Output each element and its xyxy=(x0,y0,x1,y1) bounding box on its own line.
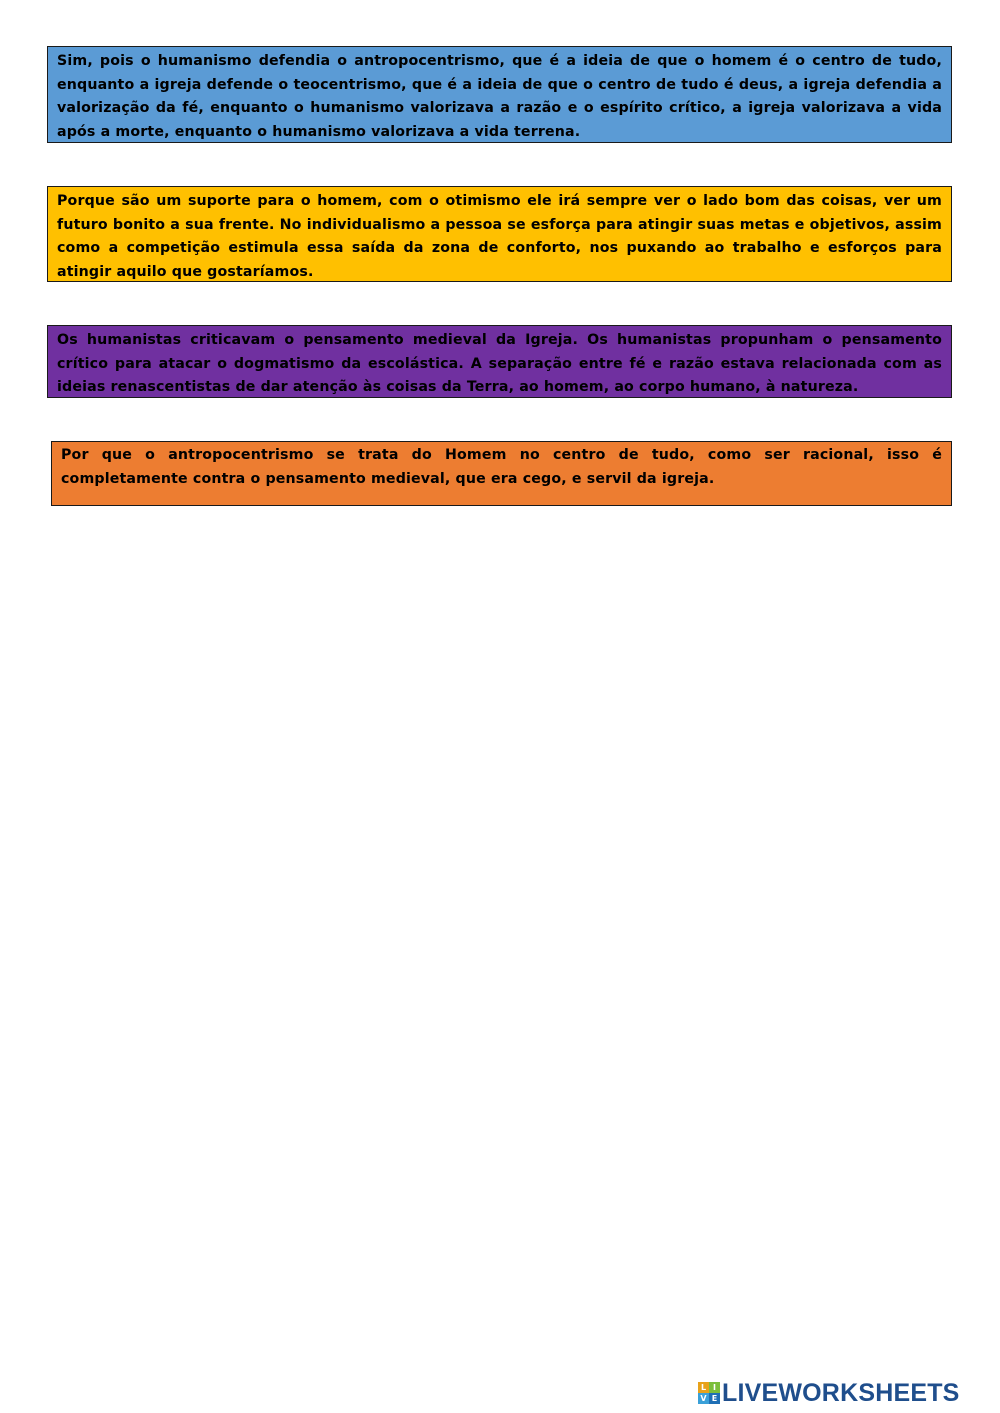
liveworksheets-logo-icon: L I V E xyxy=(698,1382,720,1404)
answer-box-humanism-vs-church xyxy=(47,46,952,143)
answer-box-anthropocentrism xyxy=(51,441,952,506)
answer-text: Os humanistas criticavam o pensamento medieval da Igreja. Os humanistas propunham o pensamento crítico para atacar o dogmatismo da escolástica. A separação entre fé e razão estava relacionada com as ideias renascentistas de dar atenção às coisas da Terra, ao homem, ao corpo humano, à natureza. xyxy=(57,332,942,396)
liveworksheets-brand xyxy=(698,1378,960,1408)
answer-text: Por que o antropocentrismo se trata do Homem no centro de tudo, como ser racional, isso é completamente contra o pensamento medieval, que era cego, e servil da igreja. xyxy=(61,447,942,487)
answer-box-optimism-individualism xyxy=(47,186,952,282)
answer-text: Sim, pois o humanismo defendia o antropocentrismo, que é a ideia de que o homem é o centro de tudo, enquanto a igreja defende o teocentrismo, que é a ideia de que o centro de tudo é deus, a igreja defendia a valorização da fé, enquanto o humanismo valorizava a razão e o espírito crítico, a igreja valorizava a vida após a morte, enquanto o humanismo valorizava a vida terrena. xyxy=(57,53,942,140)
brand-wordmark: LIVEWORKSHEETS xyxy=(722,1378,960,1407)
answer-box-humanist-critique xyxy=(47,325,952,398)
answer-text: Porque são um suporte para o homem, com o otimismo ele irá sempre ver o lado bom das coisas, ver um futuro bonito a sua frente. No individualismo a pessoa se esforça para atingir suas metas e objetivos, assim como a competição estimula essa saída da zona de conforto, nos puxando ao trabalho e esforços para atingir aquilo que gostaríamos. xyxy=(57,193,942,280)
